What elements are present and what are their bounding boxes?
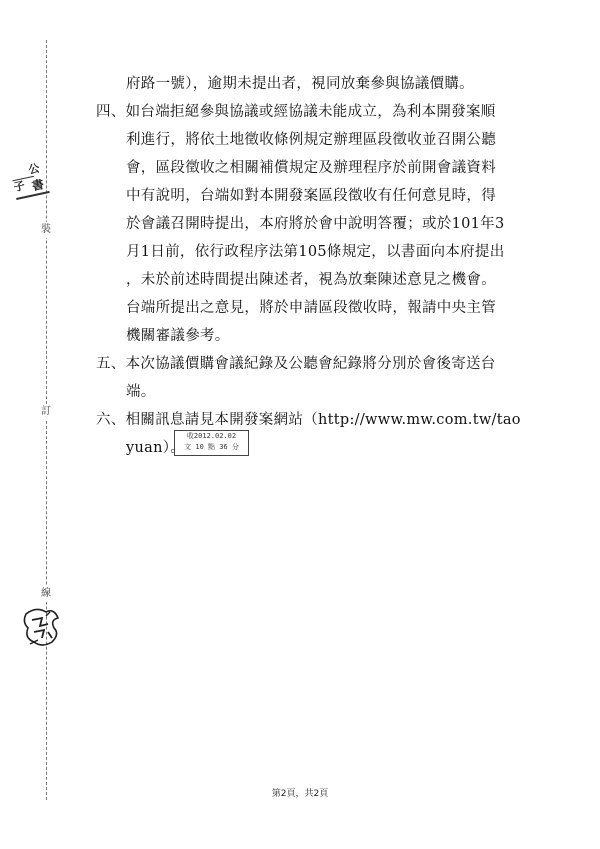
body-line: 會，區段徵收之相關補償規定及辦理程序於前開會議資料: [126, 160, 496, 176]
body-line: 端。: [126, 384, 156, 400]
body-line: 機關審議參考。: [126, 328, 230, 344]
body-line: yuan）。: [126, 440, 186, 456]
handwritten-mark-icon: [20, 604, 62, 650]
seal-char: 子: [12, 179, 27, 195]
body-line: ，未於前述時間提出陳述者，視為放棄陳述意見之機會。: [126, 272, 496, 288]
body-line: 利進行，將依土地徵收條例規定辦理區段徵收並召開公聽: [126, 132, 496, 148]
seal-char: 書: [30, 177, 46, 194]
binding-label-ding: 訂: [38, 404, 54, 420]
item-four-line: 四、如台端拒絕參與協議或經協議未能成立，為利本開發案順: [96, 104, 496, 120]
body-line: 府路一號），逾期未提出者，視同放棄參與協議價購。: [126, 76, 474, 92]
body-line: 月1日前，依行政程序法第105條規定，以書面向本府提出: [126, 244, 505, 260]
receipt-timestamp-stamp: [174, 430, 249, 456]
binding-label-zhuang: 裝: [38, 222, 54, 238]
receipt-date: 收2012.02.02: [186, 432, 237, 440]
body-line: 台端所提出之意見，將於申請區段徵收時，報請中央主管: [126, 300, 496, 316]
seal-char: 公: [27, 161, 41, 177]
official-seal-stamp: [10, 160, 58, 211]
binding-line: [46, 40, 47, 800]
body-line: 於會議召開時提出，本府將於會中說明答覆；或於101年3: [126, 216, 505, 232]
page-number: 第2頁，共2頁: [271, 789, 329, 799]
receipt-time: 文 10 點 36 分: [184, 443, 239, 451]
item-six-line: 六、相關訊息請見本開發案網站（http://www.mw.com.tw/tao: [96, 412, 521, 428]
item-five-line: 五、本次協議價購會議紀錄及公聽會紀錄將分別於會後寄送台: [96, 356, 496, 372]
body-line: 中有說明，台端如對本開發案區段徵收有任何意見時，得: [126, 188, 496, 204]
binding-label-xian: 線: [38, 586, 54, 602]
